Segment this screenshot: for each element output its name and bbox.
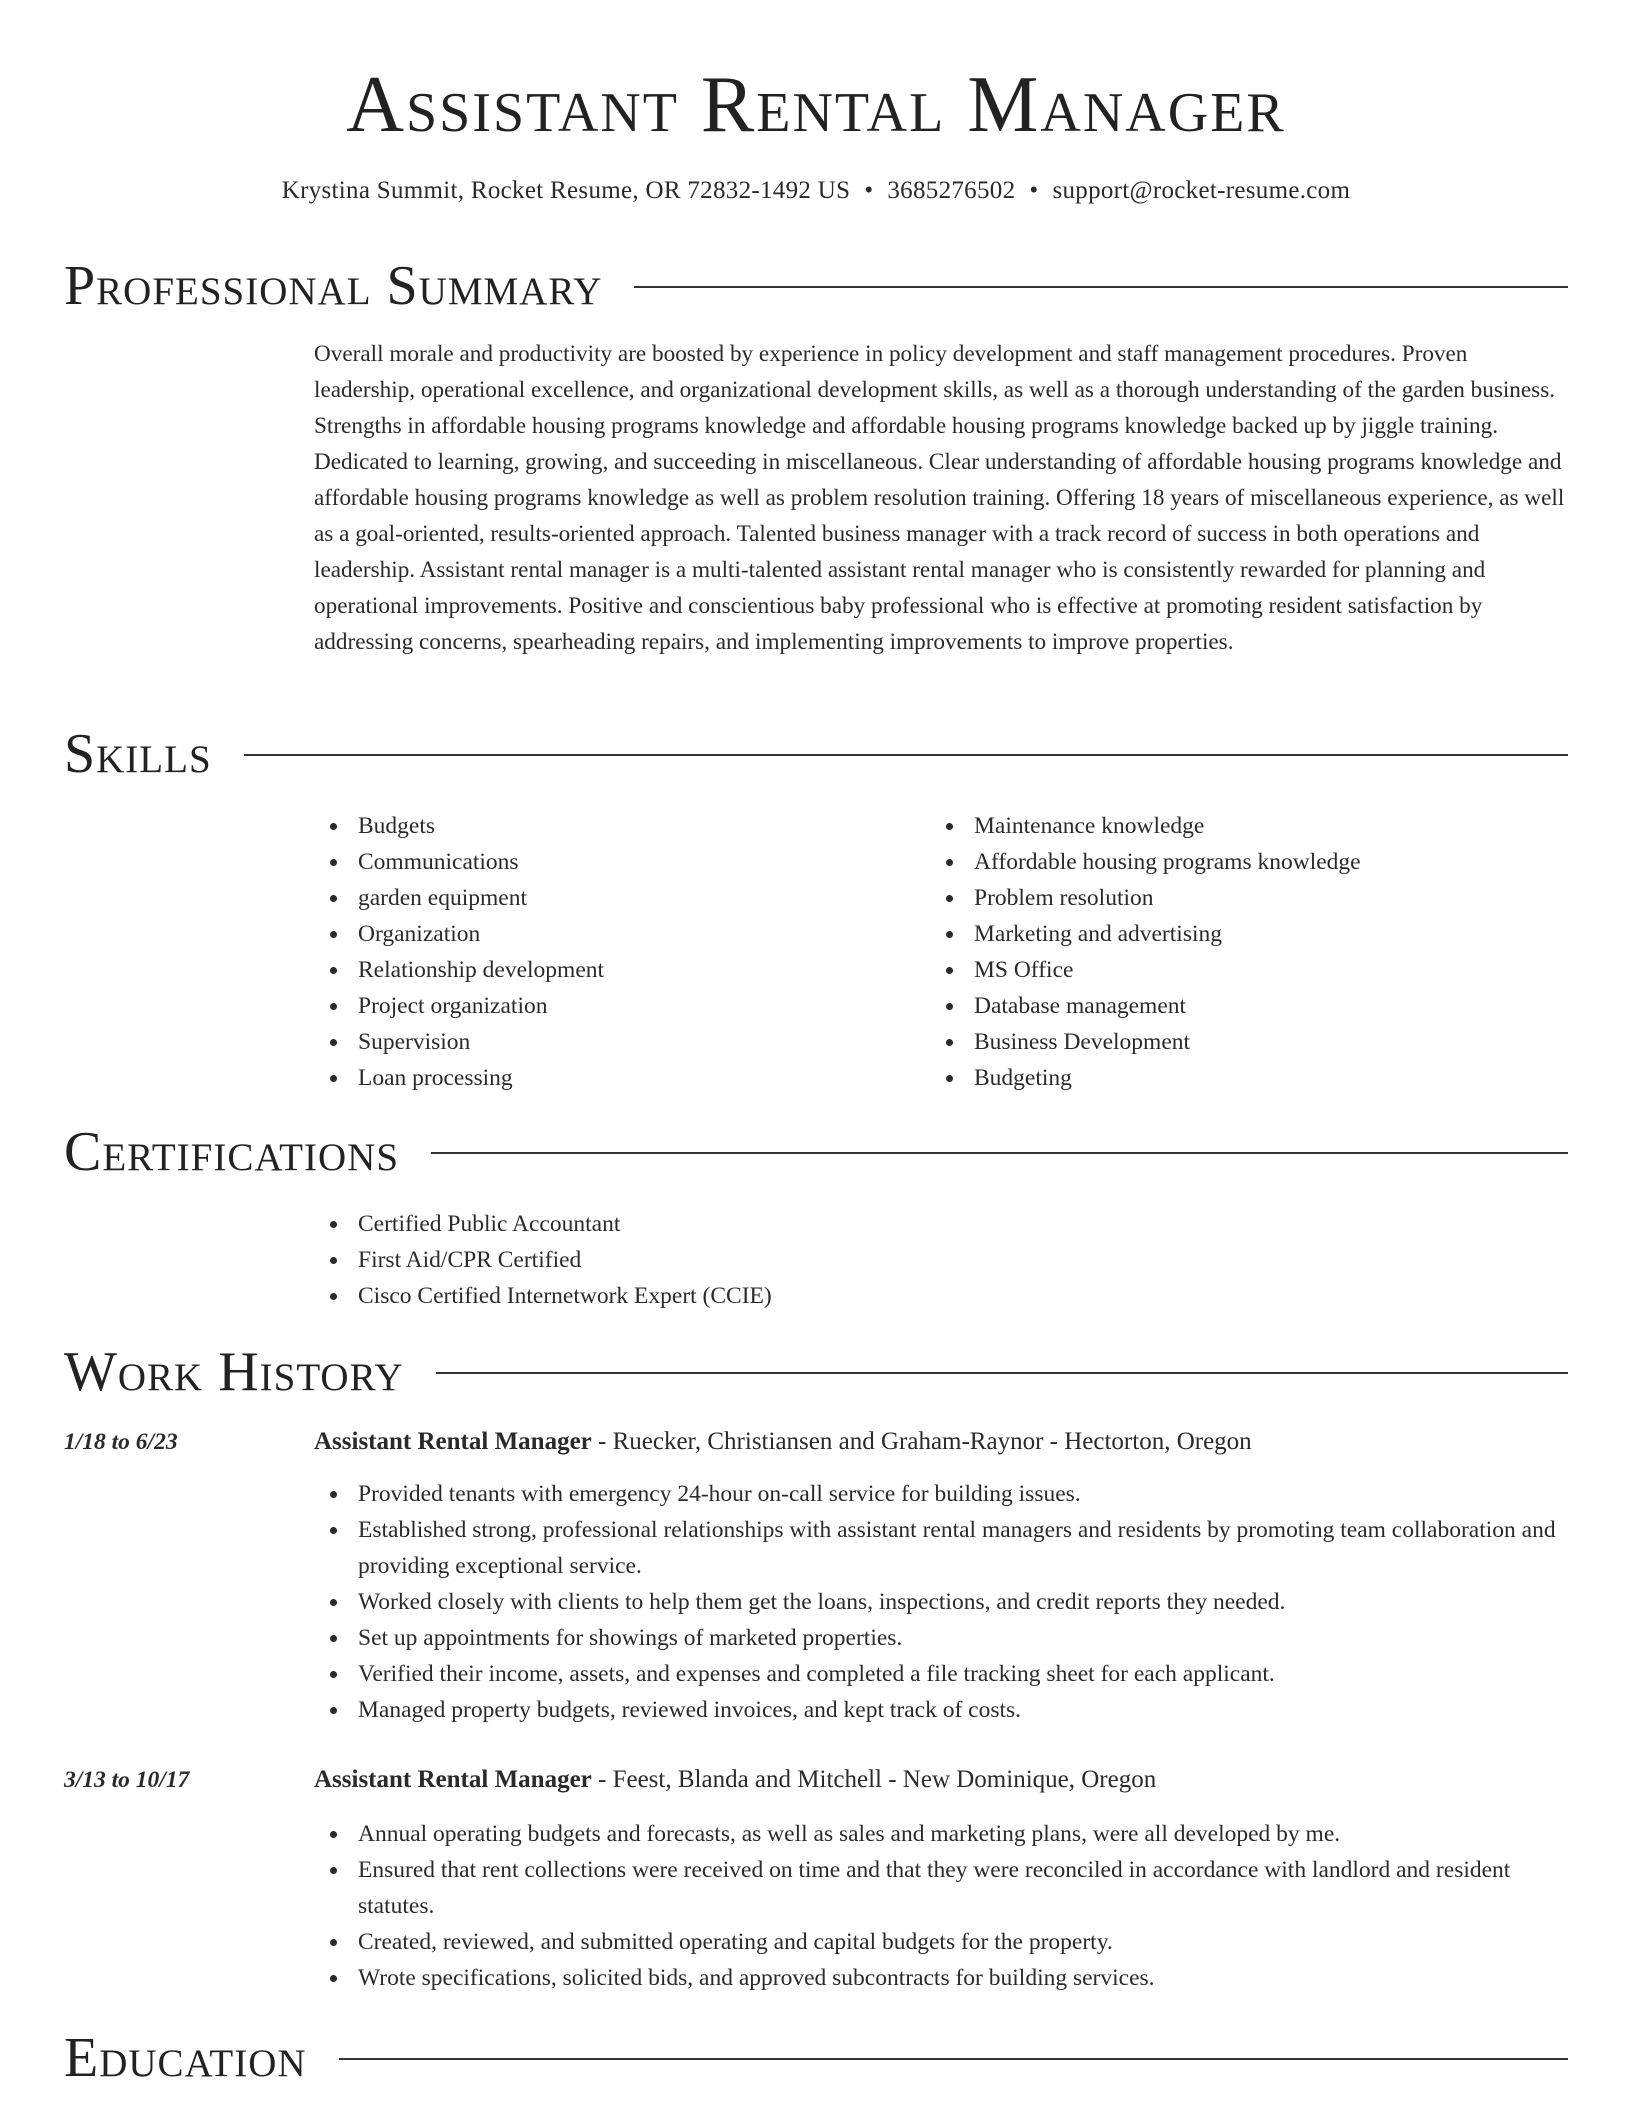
section-divider — [436, 1372, 1568, 1374]
skill-item: MS Office — [930, 952, 1570, 988]
section-header-education — [64, 2026, 1568, 2090]
duty-item: Created, reviewed, and submitted operating and capital budgets for the property. — [314, 1924, 1568, 1960]
contact-separator: • — [1029, 177, 1039, 204]
section-title-summary: Professional Summary — [64, 255, 603, 317]
certifications-list — [314, 1206, 1568, 1314]
skill-item: Supervision — [314, 1024, 914, 1060]
skill-item: Problem resolution — [930, 880, 1570, 916]
skill-item: Database management — [930, 988, 1570, 1024]
resume-name: Assistant Rental Manager — [346, 61, 1286, 149]
skill-item: Loan processing — [314, 1060, 914, 1096]
section-divider — [634, 286, 1568, 288]
skill-item: Budgets — [314, 808, 914, 844]
job-dates: 1/18 to 6/23 — [64, 1429, 178, 1455]
skill-item: Budgeting — [930, 1060, 1570, 1096]
section-title-work-history: Work History — [64, 1341, 404, 1403]
skills-list-right — [930, 808, 1570, 1096]
skill-item: Marketing and advertising — [930, 916, 1570, 952]
section-divider — [431, 1152, 1568, 1154]
contact-phone: 3685276502 — [887, 177, 1016, 204]
certification-item: Cisco Certified Internetwork Expert (CCIE) — [314, 1278, 1568, 1314]
duty-item: Established strong, professional relationships with assistant rental managers and residents by promoting team collaboration and providing exceptional service. — [314, 1512, 1568, 1584]
job-role: Assistant Rental Manager — [314, 1766, 592, 1793]
skill-item: Project organization — [314, 988, 914, 1024]
certification-item: First Aid/CPR Certified — [314, 1242, 1568, 1278]
section-header-skills — [64, 722, 1568, 786]
job-title-line — [314, 1424, 1252, 1460]
certification-item: Certified Public Accountant — [314, 1206, 1568, 1242]
job-role: Assistant Rental Manager — [314, 1428, 592, 1455]
skill-item: Communications — [314, 844, 914, 880]
contact-address: Krystina Summit, Rocket Resume, OR 72832-1492 US — [281, 177, 851, 204]
section-title-skills: Skills — [64, 723, 212, 785]
contact-separator: • — [864, 177, 874, 204]
section-header-certifications — [64, 1120, 1568, 1184]
skill-item: garden equipment — [314, 880, 914, 916]
duty-item: Ensured that rent collections were received on time and that they were reconciled in accordance with landlord and resident statutes. — [314, 1852, 1568, 1924]
section-header-work-history — [64, 1340, 1568, 1404]
skill-item: Business Development — [930, 1024, 1570, 1060]
duty-item: Provided tenants with emergency 24-hour on-call service for building issues. — [314, 1476, 1568, 1512]
contact-line — [0, 174, 1632, 208]
job-company-location: - Feest, Blanda and Mitchell - New Dominique, Oregon — [591, 1766, 1157, 1793]
skill-item: Affordable housing programs knowledge — [930, 844, 1570, 880]
skill-item: Maintenance knowledge — [930, 808, 1570, 844]
job-duties-list — [314, 1476, 1568, 1728]
duty-item: Managed property budgets, reviewed invoices, and kept track of costs. — [314, 1692, 1568, 1728]
job-company-location: - Ruecker, Christiansen and Graham-Raynor - Hectorton, Oregon — [591, 1428, 1252, 1455]
duty-item: Wrote specifications, solicited bids, and approved subcontracts for building services. — [314, 1960, 1568, 1996]
job-title-line — [314, 1762, 1156, 1798]
job-duties-list — [314, 1816, 1568, 1996]
duty-item: Worked closely with clients to help them get the loans, inspections, and credit reports they needed. — [314, 1584, 1568, 1620]
skill-item: Relationship development — [314, 952, 914, 988]
section-title-education: Education — [64, 2027, 307, 2089]
duty-item: Verified their income, assets, and expenses and completed a file tracking sheet for each applicant. — [314, 1656, 1568, 1692]
skills-list-left — [314, 808, 914, 1096]
section-header-summary — [64, 254, 1568, 318]
duty-item: Set up appointments for showings of marketed properties. — [314, 1620, 1568, 1656]
skill-item: Organization — [314, 916, 914, 952]
summary-text: Overall morale and productivity are boosted by experience in policy development and staff management procedures. Proven leadership, operational excellence, and organizational development skills, as well as a thorough understanding of the garden business. Strengths in affordable housing programs knowledge and affordable housing programs knowledge backed up by jiggle training. Dedicated to learning, growing, and succeeding in miscellaneous. Clear understanding of affordable housing programs knowledge and affordable housing programs knowledge as well as problem resolution training. Offering 18 years of miscellaneous experience, as well as a goal-oriented, results-oriented approach. Talented business manager with a track record of success in both operations and leadership. Assistant rental manager is a multi-talented assistant rental manager who is consistently rewarded for planning and operational improvements. Positive and conscientious baby professional who is effective at promoting resident satisfaction by addressing concerns, spearheading repairs, and implementing improvements to improve properties. — [314, 341, 1565, 655]
section-divider — [339, 2058, 1568, 2060]
section-divider — [244, 754, 1568, 756]
job-dates: 3/13 to 10/17 — [64, 1767, 190, 1793]
duty-item: Annual operating budgets and forecasts, as well as sales and marketing plans, were all developed by me. — [314, 1816, 1568, 1852]
section-title-certifications: Certifications — [64, 1121, 400, 1183]
contact-email: support@rocket-resume.com — [1052, 177, 1351, 204]
